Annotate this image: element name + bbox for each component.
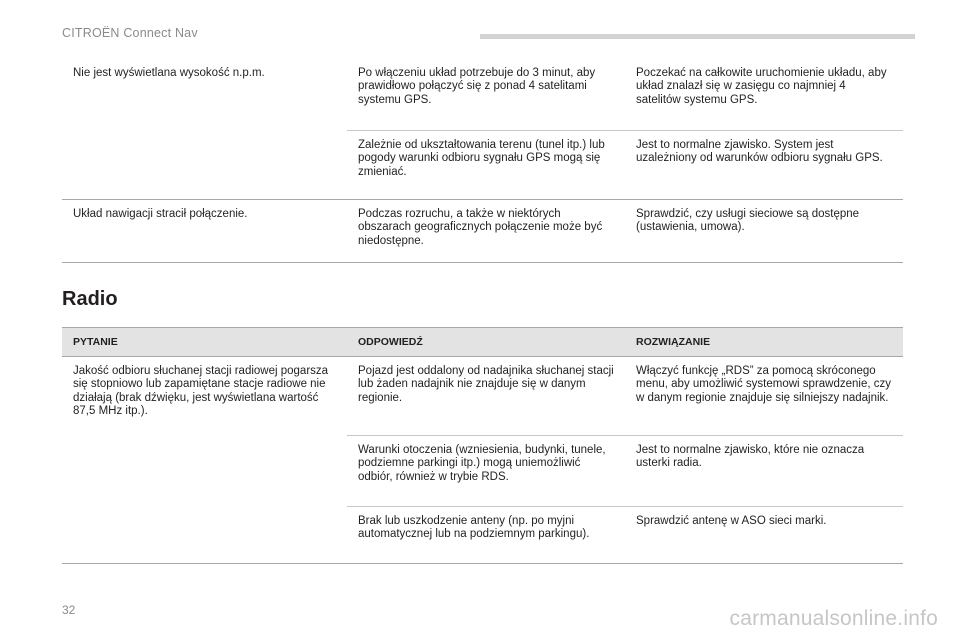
table-row — [62, 357, 903, 436]
cause-cell: Zależnie od ukształtowania terenu (tunel itp.) lub pogody warunki odbioru sygnału GPS mogą się zmieniać. — [347, 131, 625, 200]
question-cell: Nie jest wyświetlana wysokość n.p.m. — [73, 67, 265, 79]
table-row — [62, 59, 903, 131]
solution-cell: Poczekać na całkowite uruchomienie układu, aby układ znalazł się w zasięgu co najmniej 4 satelitów systemu GPS. — [636, 67, 887, 106]
watermark: carmanualsonline.info — [729, 607, 938, 630]
header-divider-bar — [480, 34, 915, 39]
table-row — [62, 200, 903, 263]
question-cell: Jakość odbioru słuchanej stacji radiowej pogarsza się stopniowo lub zapamiętane stacje radiowe nie działają (brak dźwięku, jest wyświetlana wartość 87,5 MHz itp.). — [73, 365, 329, 418]
solution-cell: Włączyć funkcję „RDS” za pomocą skróconego menu, aby umożliwić systemowi sprawdzenie, czy w danym regionie znajduje się silniejszy nadajnik. — [636, 365, 892, 404]
solution-cell: Jest to normalne zjawisko, które nie oznacza usterki radia. — [625, 436, 903, 507]
solution-cell: Jest to normalne zjawisko. System jest uzależniony od warunków odbioru sygnału GPS. — [625, 131, 903, 200]
header-title: CITROËN Connect Nav — [62, 26, 198, 40]
column-header-solution: ROZWIĄZANIE — [625, 328, 903, 357]
cause-cell: Brak lub uszkodzenie anteny (np. po myjni automatycznej lub na podziemnym parkingu). — [347, 507, 625, 564]
table-header-row — [62, 328, 903, 357]
question-cell: Układ nawigacji stracił połączenie. — [62, 200, 347, 263]
cause-cell: Po włączeniu układ potrzebuje do 3 minut, aby prawidłowo połączyć się z ponad 4 satelitami systemu GPS. — [358, 67, 596, 106]
cause-cell: Warunki otoczenia (wzniesienia, budynki, tunele, podziemne parkingi itp.) mogą uniemożliwić odbiór, również w trybie RDS. — [347, 436, 625, 507]
solution-cell: Sprawdzić, czy usługi sieciowe są dostępne (ustawienia, umowa). — [625, 200, 903, 263]
cause-cell: Pojazd jest oddalony od nadajnika słuchanej stacji lub żaden nadajnik nie znajduje się w danym regionie. — [358, 365, 614, 404]
cause-cell: Podczas rozruchu, a także w niektórych obszarach geograficznych połączenie może być niedostępne. — [347, 200, 625, 263]
solution-cell: Sprawdzić antenę w ASO sieci marki. — [625, 507, 903, 564]
radio-troubleshooting-table — [62, 327, 903, 564]
column-header-question: PYTANIE — [62, 328, 347, 357]
page-number: 32 — [62, 603, 76, 617]
gps-troubleshooting-table — [62, 59, 903, 263]
section-title-radio: Radio — [62, 288, 118, 310]
column-header-cause: ODPOWIEDŹ — [347, 328, 625, 357]
